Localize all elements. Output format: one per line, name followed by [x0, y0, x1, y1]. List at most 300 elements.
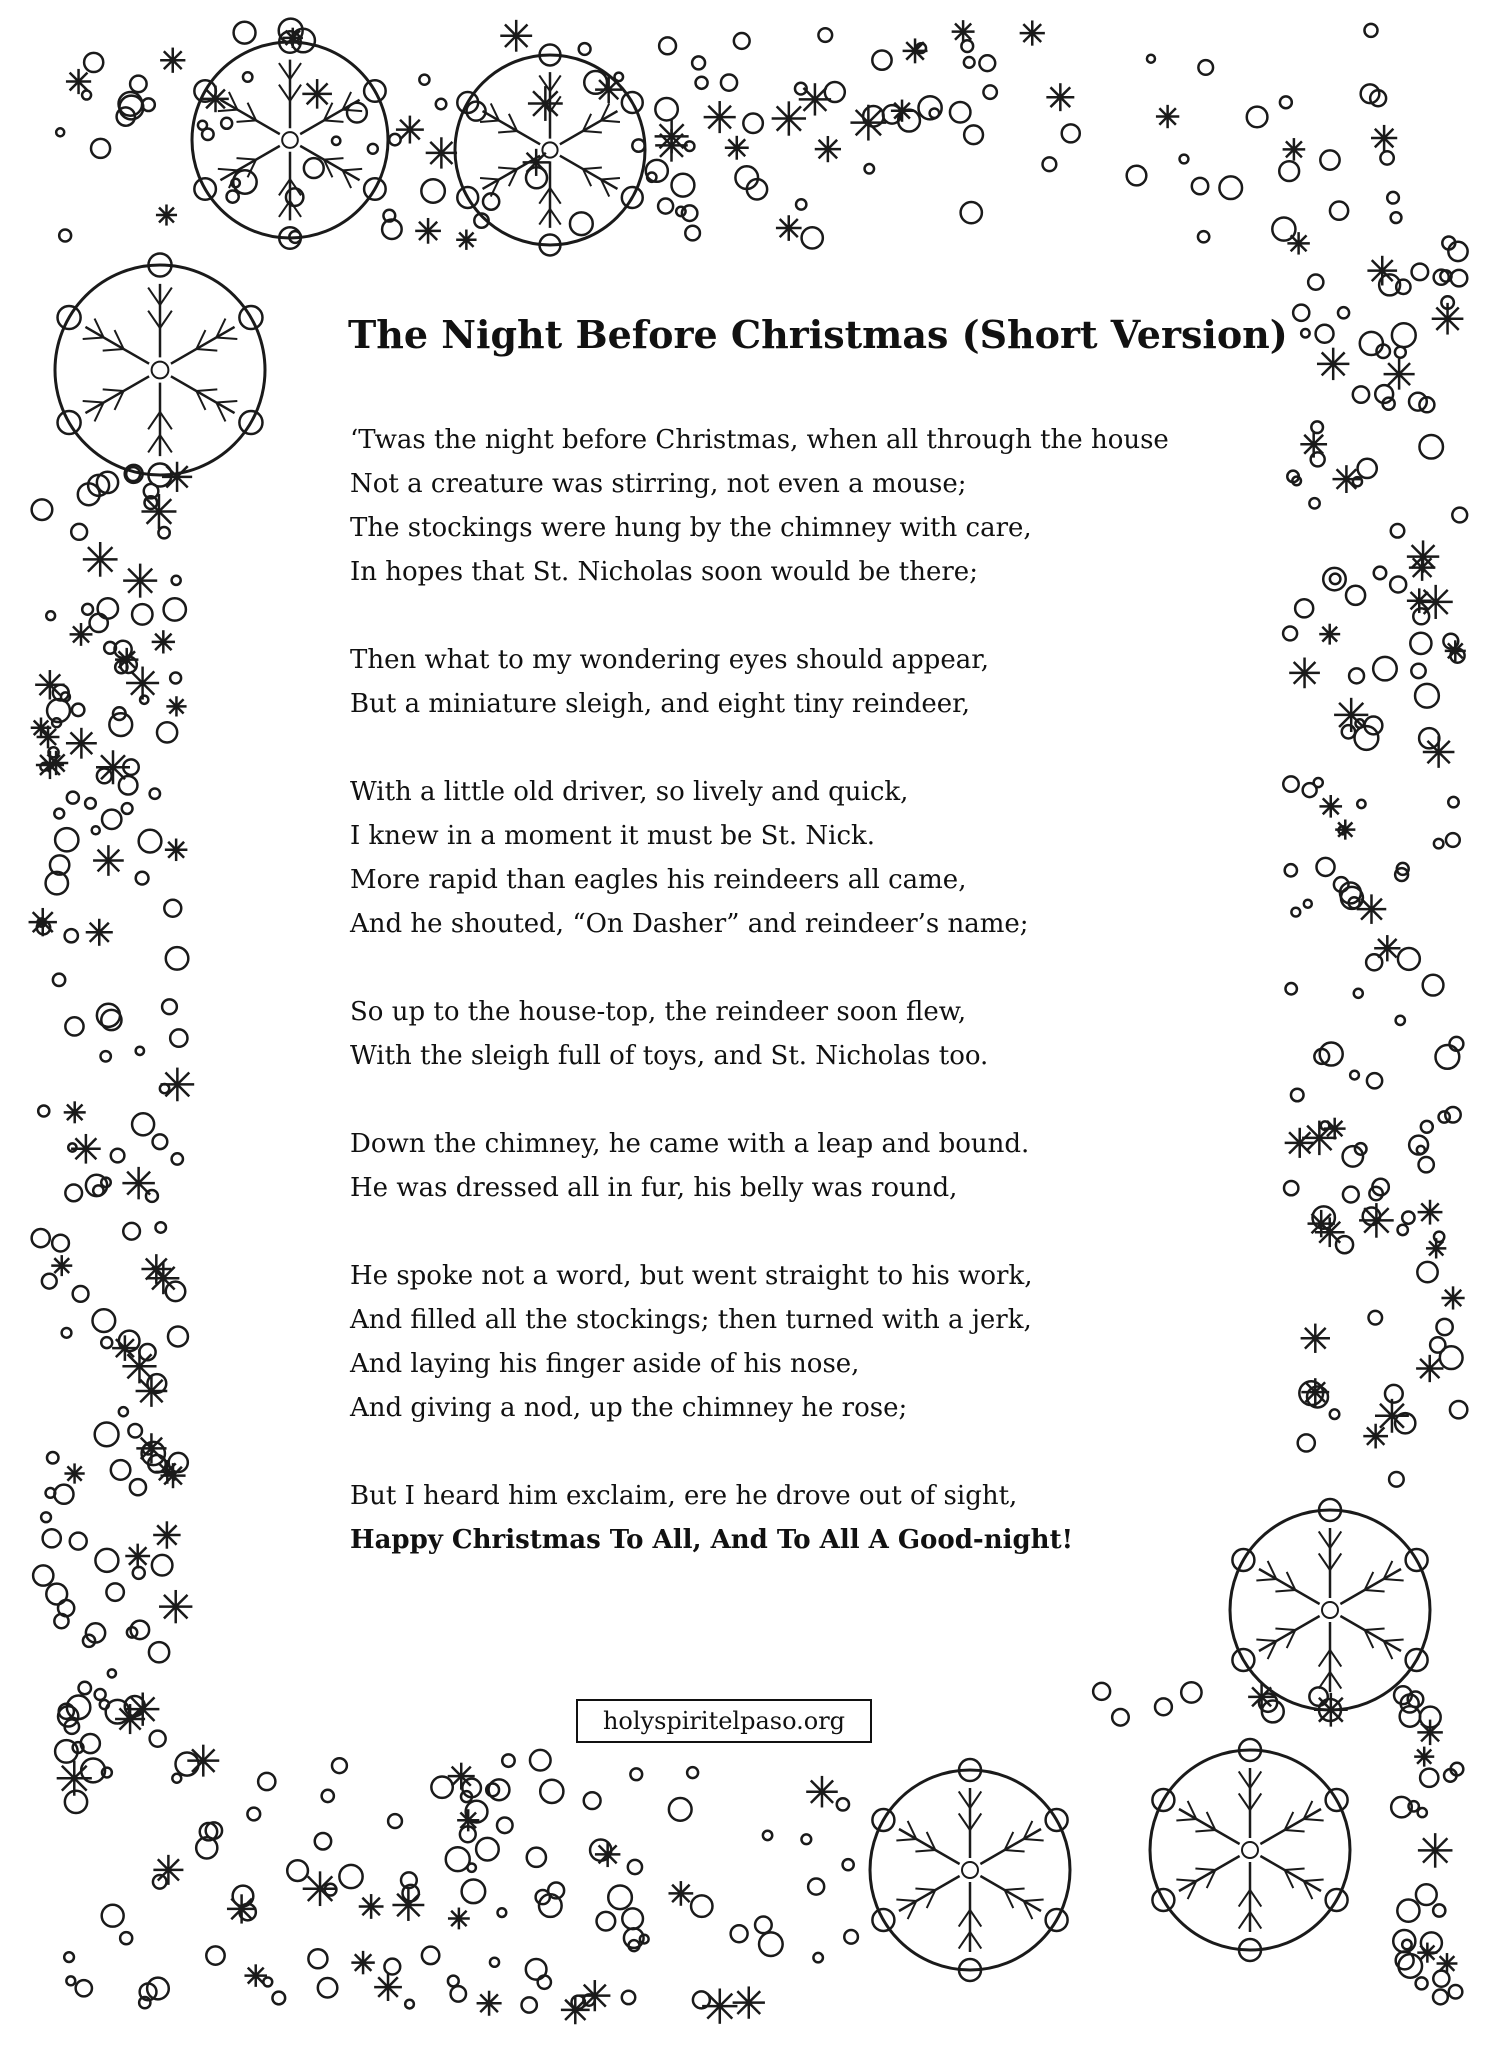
snow-dot-icon: [490, 1958, 499, 1967]
snow-dot-icon: [384, 1959, 400, 1975]
poem-line: I knew in a moment it must be St. Nick.: [350, 821, 876, 851]
snow-star-icon: [733, 1986, 765, 2018]
snow-dot-icon: [1391, 212, 1402, 223]
snow-dot-icon: [1387, 192, 1399, 204]
snow-dot-icon: [119, 776, 138, 795]
stanza-6: [350, 1254, 1230, 1430]
snow-dot-icon: [1416, 1977, 1428, 1989]
poem-body: [350, 418, 1230, 1606]
snow-star-icon: [776, 215, 802, 241]
snow-dot-icon: [67, 792, 79, 804]
snow-dot-icon: [1311, 452, 1325, 466]
snow-dot-icon: [76, 1980, 92, 1996]
snow-dot-icon: [133, 1567, 145, 1579]
snow-star-icon: [152, 630, 175, 653]
snow-dot-icon: [59, 229, 71, 241]
snow-dot-icon: [526, 1959, 547, 1980]
snow-dot-icon: [46, 611, 55, 620]
snow-dot-icon: [692, 56, 705, 69]
snowflake-icon: [1150, 1739, 1350, 1961]
snowflake-icon: [870, 1759, 1070, 1981]
snow-dot-icon: [1373, 657, 1397, 681]
snow-star-icon: [37, 726, 60, 749]
snow-dot-icon: [1349, 668, 1364, 683]
snow-dot-icon: [1301, 329, 1309, 337]
snow-star-icon: [1332, 465, 1360, 493]
snow-dot-icon: [72, 704, 84, 716]
snow-dot-icon: [685, 226, 700, 241]
snow-star-icon: [1335, 819, 1355, 839]
snow-dot-icon: [1385, 1385, 1403, 1403]
snow-dot-icon: [1304, 900, 1312, 908]
snow-dot-icon: [82, 604, 93, 615]
snow-star-icon: [1315, 1217, 1345, 1247]
snowflake-icon: [455, 45, 645, 256]
snow-dot-icon: [95, 1422, 119, 1446]
snow-dot-icon: [1336, 1236, 1353, 1253]
snow-dot-icon: [1411, 664, 1425, 678]
snow-dot-icon: [540, 1780, 563, 1803]
snow-dot-icon: [1043, 157, 1057, 171]
snow-star-icon: [1367, 256, 1397, 286]
snow-dot-icon: [630, 1768, 642, 1780]
snow-dot-icon: [628, 1860, 642, 1874]
snow-dot-icon: [1219, 176, 1242, 199]
snow-star-icon: [477, 1991, 502, 2016]
snow-dot-icon: [1440, 1346, 1463, 1369]
snow-dot-icon: [527, 1848, 546, 1867]
snow-star-icon: [166, 696, 186, 716]
snow-dot-icon: [347, 103, 367, 123]
snow-dot-icon: [1434, 839, 1444, 849]
snow-star-icon: [187, 1745, 219, 1777]
snow-star-icon: [136, 1433, 166, 1463]
snow-dot-icon: [322, 1790, 334, 1802]
snow-dot-icon: [119, 1407, 128, 1416]
snow-dot-icon: [497, 1817, 513, 1833]
snow-dot-icon: [130, 76, 147, 93]
snow-dot-icon: [1419, 435, 1443, 459]
snow-dot-icon: [308, 1949, 327, 1968]
snow-dot-icon: [47, 1452, 58, 1463]
snow-dot-icon: [70, 1533, 87, 1550]
snow-dot-icon: [1330, 202, 1348, 220]
snow-dot-icon: [1285, 864, 1297, 876]
snow-star-icon: [1445, 640, 1466, 661]
snow-dot-icon: [1433, 1990, 1448, 2005]
snow-dot-icon: [92, 1309, 115, 1332]
snow-star-icon: [595, 1842, 620, 1867]
snow-dot-icon: [206, 1946, 224, 1964]
snow-dot-icon: [1416, 1884, 1437, 1905]
snow-dot-icon: [1247, 107, 1268, 128]
snow-dot-icon: [419, 75, 429, 85]
snow-dot-icon: [234, 22, 256, 44]
snow-dot-icon: [1364, 24, 1377, 37]
snow-dot-icon: [33, 1565, 53, 1585]
snow-dot-icon: [40, 763, 48, 771]
snow-dot-icon: [1343, 1187, 1359, 1203]
snow-dot-icon: [102, 810, 121, 829]
snow-dot-icon: [166, 1282, 185, 1301]
snow-dot-icon: [81, 1734, 100, 1753]
snow-star-icon: [1359, 1203, 1394, 1238]
snow-dot-icon: [1338, 307, 1349, 318]
snow-dot-icon: [422, 1947, 439, 1964]
snow-star-icon: [655, 129, 688, 162]
snow-star-icon: [86, 919, 113, 946]
stanza-1: [350, 418, 1230, 594]
snow-dot-icon: [1180, 155, 1189, 164]
snow-dot-icon: [1354, 989, 1363, 998]
snow-dot-icon: [755, 1917, 772, 1934]
snow-dot-icon: [1421, 1121, 1433, 1133]
snow-star-icon: [528, 86, 563, 121]
snowflake-icon: [192, 31, 388, 249]
snow-star-icon: [1417, 1720, 1443, 1746]
snow-dot-icon: [1396, 1016, 1405, 1025]
snow-dot-icon: [979, 55, 995, 71]
snow-dot-icon: [62, 1328, 72, 1338]
snow-dot-icon: [111, 1149, 125, 1163]
snow-dot-icon: [132, 604, 152, 624]
snow-dot-icon: [287, 1860, 308, 1881]
snow-star-icon: [202, 86, 229, 113]
snow-dot-icon: [79, 1682, 91, 1694]
snow-dot-icon: [1374, 567, 1387, 580]
snow-dot-icon: [448, 1976, 459, 1987]
snow-dot-icon: [1367, 1073, 1382, 1088]
snow-dot-icon: [1409, 1801, 1419, 1811]
snow-dot-icon: [1358, 459, 1377, 478]
snow-dot-icon: [32, 1229, 50, 1247]
snow-dot-icon: [1314, 778, 1323, 787]
snow-dot-icon: [632, 139, 644, 151]
snow-dot-icon: [1396, 280, 1410, 294]
snow-star-icon: [1363, 1424, 1388, 1449]
snow-dot-icon: [1420, 1769, 1438, 1787]
snow-dot-icon: [56, 128, 64, 136]
snow-dot-icon: [1434, 1232, 1444, 1242]
snow-dot-icon: [530, 1750, 551, 1771]
snow-dot-icon: [32, 499, 53, 520]
snow-dot-icon: [1283, 776, 1298, 791]
snow-dot-icon: [150, 788, 160, 798]
snow-dot-icon: [622, 1991, 635, 2004]
closing-line: Happy Christmas To All, And To All A Good-night!: [350, 1525, 1073, 1555]
snow-star-icon: [1375, 1399, 1409, 1433]
snow-star-icon: [351, 1951, 374, 1974]
snow-dot-icon: [227, 190, 239, 202]
snow-dot-icon: [1280, 96, 1292, 108]
snow-star-icon: [457, 1809, 479, 1831]
snow-dot-icon: [538, 1976, 551, 1989]
snow-dot-icon: [170, 1029, 187, 1046]
snow-dot-icon: [446, 1847, 470, 1871]
snow-dot-icon: [109, 713, 132, 736]
snow-star-icon: [500, 20, 532, 52]
snow-dot-icon: [579, 43, 591, 55]
snow-dot-icon: [451, 1986, 466, 2001]
poem-line: With a little old driver, so lively and quick,: [350, 777, 909, 807]
snow-dot-icon: [1295, 599, 1313, 617]
snow-dot-icon: [1293, 305, 1309, 321]
snow-dot-icon: [467, 1863, 475, 1871]
poem-line: And filled all the stockings; then turned with a jerk,: [350, 1305, 1032, 1335]
snow-dot-icon: [1417, 1262, 1437, 1282]
snow-star-icon: [83, 542, 118, 577]
snow-dot-icon: [263, 1977, 272, 1986]
snow-star-icon: [141, 494, 176, 529]
snow-dot-icon: [1320, 1043, 1343, 1066]
snow-dot-icon: [172, 1153, 183, 1164]
snow-star-icon: [396, 116, 424, 144]
snow-dot-icon: [247, 1808, 260, 1821]
snow-dot-icon: [1380, 151, 1393, 164]
snow-dot-icon: [1419, 1157, 1434, 1172]
snow-dot-icon: [659, 37, 676, 54]
snow-star-icon: [303, 1871, 338, 1906]
snow-dot-icon: [101, 1337, 112, 1348]
snow-dot-icon: [1285, 983, 1296, 994]
poem-line: So up to the house-top, the reindeer soon flew,: [350, 997, 967, 1027]
snow-dot-icon: [1389, 1472, 1404, 1487]
snow-dot-icon: [1330, 574, 1341, 585]
snow-dot-icon: [53, 974, 65, 986]
snow-star-icon: [456, 230, 476, 250]
snow-dot-icon: [136, 872, 149, 885]
snow-dot-icon: [1398, 1225, 1408, 1235]
snow-star-icon: [725, 136, 749, 160]
snow-dot-icon: [1316, 325, 1334, 343]
snow-dot-icon: [84, 53, 103, 72]
snow-dot-icon: [1291, 908, 1300, 917]
snow-dot-icon: [130, 1479, 146, 1495]
snow-star-icon: [1302, 1121, 1337, 1156]
snow-star-icon: [112, 1335, 138, 1361]
snow-star-icon: [806, 1776, 838, 1808]
snow-star-icon: [161, 1068, 195, 1102]
snow-dot-icon: [1192, 178, 1208, 194]
snow-star-icon: [1357, 894, 1387, 924]
snow-star-icon: [772, 101, 806, 135]
snow-dot-icon: [168, 1326, 188, 1346]
snow-star-icon: [1301, 1324, 1330, 1353]
snow-dot-icon: [1360, 332, 1383, 355]
snow-dot-icon: [1391, 524, 1405, 538]
snow-dot-icon: [122, 803, 133, 814]
snow-dot-icon: [43, 1529, 61, 1547]
snow-dot-icon: [65, 929, 78, 942]
snow-star-icon: [122, 1167, 154, 1199]
snow-dot-icon: [1451, 270, 1468, 287]
snow-star-icon: [1418, 1200, 1443, 1225]
snow-star-icon: [903, 38, 928, 63]
snow-dot-icon: [153, 1134, 168, 1149]
snow-dot-icon: [1448, 242, 1467, 261]
snow-star-icon: [159, 1590, 192, 1623]
snow-dot-icon: [1311, 421, 1323, 433]
snow-star-icon: [1437, 1953, 1458, 1974]
stanza-2: [350, 638, 1230, 726]
snow-dot-icon: [368, 144, 378, 154]
snow-dot-icon: [90, 614, 108, 632]
snow-dot-icon: [872, 50, 891, 69]
snow-dot-icon: [136, 1047, 144, 1055]
snow-dot-icon: [71, 524, 87, 540]
snow-star-icon: [595, 76, 622, 103]
snow-dot-icon: [1392, 323, 1416, 347]
snow-dot-icon: [102, 1905, 124, 1927]
snow-dot-icon: [1368, 1311, 1382, 1325]
snow-dot-icon: [68, 1143, 76, 1151]
snow-star-icon: [1409, 554, 1435, 580]
snow-dot-icon: [405, 2000, 414, 2009]
snow-dot-icon: [696, 77, 708, 89]
snow-star-icon: [1319, 624, 1340, 645]
snow-dot-icon: [1155, 1698, 1172, 1715]
snow-dot-icon: [388, 1814, 402, 1828]
stanza-4: [350, 990, 1230, 1078]
snow-dot-icon: [1423, 975, 1444, 996]
snow-dot-icon: [258, 1773, 275, 1790]
website-link[interactable]: holyspiritelpaso.org: [576, 1699, 872, 1743]
snow-star-icon: [66, 728, 97, 759]
snow-star-icon: [93, 845, 124, 876]
poem-line: But I heard him exclaim, ere he drove out of sight,: [350, 1481, 1018, 1511]
snow-dot-icon: [146, 1190, 158, 1202]
snow-star-icon: [160, 48, 185, 73]
snow-dot-icon: [170, 672, 181, 683]
snow-dot-icon: [1316, 858, 1334, 876]
snow-star-icon: [815, 136, 841, 162]
snow-dot-icon: [339, 1865, 362, 1888]
snow-dot-icon: [1353, 386, 1369, 402]
snow-star-icon: [153, 1855, 183, 1885]
snow-star-icon: [1317, 348, 1349, 380]
poem-line: He was dressed all in fur, his belly was round,: [350, 1173, 958, 1203]
snow-dot-icon: [176, 1753, 199, 1776]
snow-dot-icon: [930, 108, 940, 118]
snow-star-icon: [1020, 20, 1045, 45]
snow-dot-icon: [106, 1583, 123, 1600]
snow-dot-icon: [64, 1952, 74, 1962]
snow-dot-icon: [157, 722, 177, 742]
snowflake-icon: [55, 253, 265, 486]
snow-dot-icon: [1412, 264, 1429, 281]
snow-dot-icon: [693, 1991, 710, 2008]
snow-dot-icon: [221, 118, 232, 129]
snow-dot-icon: [436, 99, 447, 110]
snow-dot-icon: [421, 179, 444, 202]
snow-dot-icon: [382, 219, 402, 239]
snow-dot-icon: [54, 1485, 73, 1504]
snow-dot-icon: [38, 1105, 49, 1116]
snow-dot-icon: [1433, 1904, 1445, 1916]
snow-dot-icon: [55, 828, 78, 851]
snow-dot-icon: [332, 137, 340, 145]
poem-line: With the sleigh full of toys, and St. Nicholas too.: [350, 1041, 989, 1071]
snow-dot-icon: [1298, 1434, 1315, 1451]
snow-dot-icon: [622, 1908, 643, 1929]
snow-dot-icon: [128, 1424, 142, 1438]
snow-dot-icon: [844, 1930, 858, 1944]
poem-line: The stockings were hung by the chimney with care,: [350, 513, 1032, 543]
snow-dot-icon: [961, 202, 982, 223]
snow-dot-icon: [82, 91, 91, 100]
snow-dot-icon: [41, 1512, 51, 1522]
snow-star-icon: [125, 1544, 150, 1569]
snow-star-icon: [1374, 935, 1400, 961]
snow-dot-icon: [166, 947, 189, 970]
snow-dot-icon: [1350, 1071, 1359, 1080]
snow-star-icon: [1289, 658, 1320, 689]
snow-dot-icon: [1446, 833, 1460, 847]
snow-dot-icon: [1093, 1683, 1110, 1700]
snow-star-icon: [704, 101, 736, 133]
snow-dot-icon: [108, 1669, 116, 1677]
snow-dot-icon: [1435, 1045, 1459, 1069]
snow-star-icon: [153, 1521, 180, 1548]
snow-dot-icon: [198, 121, 207, 130]
snow-dot-icon: [1309, 498, 1319, 508]
snow-dot-icon: [1147, 55, 1155, 63]
stanza-7: [350, 1474, 1230, 1562]
snow-dot-icon: [97, 1004, 120, 1027]
snow-star-icon: [227, 1894, 256, 1923]
snow-star-icon: [1287, 232, 1309, 254]
snow-star-icon: [669, 1881, 694, 1906]
snow-star-icon: [64, 1463, 84, 1483]
poem-line: And he shouted, “On Dasher” and reindeer’s name;: [350, 909, 1029, 939]
snow-dot-icon: [1410, 633, 1431, 654]
poem-line: ‘Twas the night before Christmas, when all through the house: [350, 425, 1169, 455]
snow-dot-icon: [669, 1798, 692, 1821]
snow-dot-icon: [691, 1895, 712, 1916]
snow-star-icon: [415, 218, 441, 244]
snow-dot-icon: [65, 1185, 82, 1202]
snow-dot-icon: [1308, 274, 1323, 289]
snow-dot-icon: [1181, 1682, 1201, 1702]
snow-star-icon: [850, 105, 886, 141]
snow-star-icon: [66, 69, 91, 94]
poem-line: And laying his finger aside of his nose,: [350, 1349, 860, 1379]
snow-dot-icon: [1284, 1181, 1298, 1195]
snow-dot-icon: [318, 1978, 337, 1997]
snow-dot-icon: [813, 1953, 822, 1962]
snow-dot-icon: [498, 1908, 507, 1917]
snow-dot-icon: [597, 1912, 616, 1931]
snow-dot-icon: [111, 1460, 131, 1480]
snow-dot-icon: [243, 72, 252, 81]
snow-dot-icon: [1449, 1985, 1463, 1999]
snow-star-icon: [448, 1908, 470, 1930]
snow-dot-icon: [92, 826, 100, 834]
snow-star-icon: [165, 839, 188, 862]
poem-line: In hopes that St. Nicholas soon would be there;: [350, 557, 978, 587]
snow-dot-icon: [272, 1992, 285, 2005]
snow-dot-icon: [796, 199, 806, 209]
snow-star-icon: [579, 1980, 610, 2011]
snow-dot-icon: [1402, 1940, 1411, 1949]
snow-dot-icon: [843, 1859, 854, 1870]
snow-dot-icon: [1342, 725, 1355, 738]
snow-star-icon: [51, 1255, 72, 1276]
snow-star-icon: [1418, 1833, 1453, 1868]
snow-dot-icon: [1395, 347, 1406, 358]
snow-dot-icon: [172, 1774, 181, 1783]
snow-star-icon: [162, 462, 192, 492]
